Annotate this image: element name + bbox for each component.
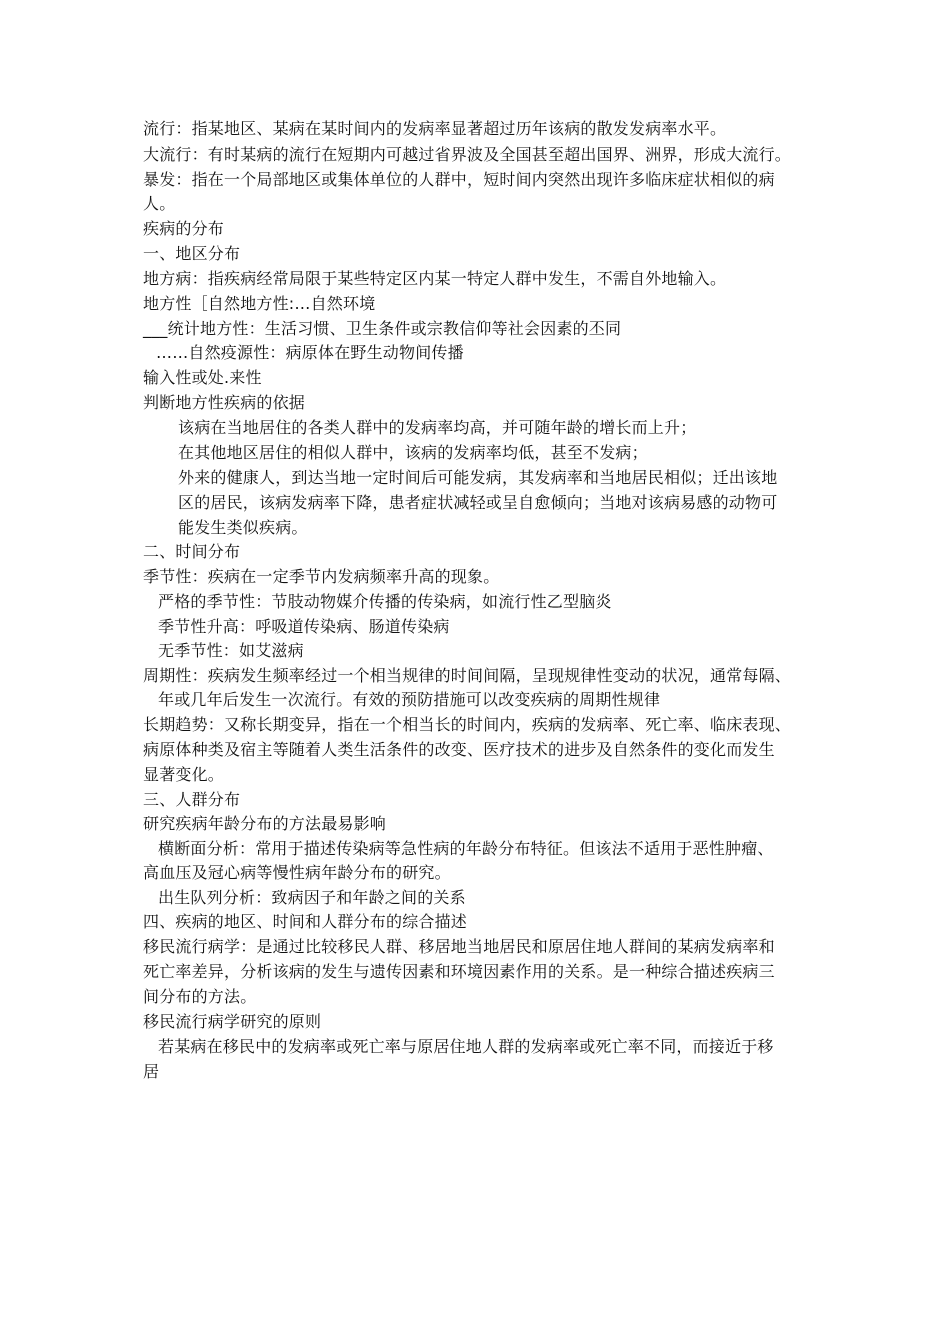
cross-sectional-analysis-cont: 高血压及冠心病等慢性病年龄分布的研究。 (143, 863, 451, 882)
definition-migrant-epidemiology: 移民流行病学：是通过比较移民人群、移居地当地居民和原居住地人群间的某病发病率和 (143, 937, 775, 956)
migrant-principle-1-cont: 居 (143, 1062, 160, 1081)
strict-seasonality: 严格的季节性：节肢动物媒介传播的传染病，如流行性乙型脑炎 (158, 592, 612, 611)
endemic-natural-focus: ……自然疫源性：病原体在野生动物间传播 (156, 343, 464, 362)
heading-regional-distribution: 一、地区分布 (143, 244, 241, 263)
definition-secular-trend-cont: 病原体种类及宿主等随着人类生活条件的改变、医疗技术的进步及自然条件的变化而发生 (143, 740, 775, 759)
seasonal-rise: 季节性升高：呼吸道传染病、肠道传染病 (158, 617, 450, 636)
endemic-natural: 地方性［自然地方性:…自然环境 (143, 294, 376, 313)
definition-outbreak: 暴发：指在一个局部地区或集体单位的人群中，短时间内突然出现许多临床症状相似的病 (143, 170, 775, 189)
migrant-principle-1: 若某病在移民中的发病率或死亡率与原居住地人群的发病率或死亡率不同，而接近于移 (158, 1037, 774, 1056)
definition-seasonality: 季节性：疾病在一定季节内发病频率升高的现象。 (143, 567, 500, 586)
birth-cohort-analysis: 出生队列分析：致病因子和年龄之间的关系 (158, 888, 466, 907)
definition-pandemic: 大流行：有时某病的流行在短期内可越过省界波及全国甚至超出国界、洲界，形成大流行。 (143, 145, 792, 164)
heading-time-distribution: 二、时间分布 (143, 542, 241, 561)
no-seasonality: 无季节性：如艾滋病 (158, 641, 304, 660)
heading-comprehensive-description: 四、疾病的地区、时间和人群分布的综合描述 (143, 912, 468, 931)
criterion-1: 该病在当地居住的各类人群中的发病率均高，并可随年龄的增长而上升； (178, 418, 697, 437)
criterion-3: 外来的健康人，到达当地一定时间后可能发病，其发病率和当地居民相似；迁出该地 (178, 468, 778, 487)
definition-secular-trend: 长期趋势：又称长期变异，指在一个相当长的时间内，疾病的发病率、死亡率、临床表现、 (143, 715, 792, 734)
definition-outbreak-cont: 人。 (143, 194, 176, 213)
criterion-3-cont: 区的居民，该病发病率下降，患者症状减轻或呈自愈倾向；当地对该病易感的动物可 (178, 493, 778, 512)
heading-population-distribution: 三、人群分布 (143, 790, 241, 809)
endemic-statistical: ___统计地方性：生活习惯、卫生条件或宗教信仰等社会因素的丕同 (143, 319, 622, 338)
heading-migrant-principles: 移民流行病学研究的原则 (143, 1012, 322, 1031)
definition-epidemic: 流行：指某地区、某病在某时间内的发病率显著超过历年该病的散发发病率水平。 (143, 119, 727, 138)
definition-migrant-epidemiology-cont: 死亡率差异，分析该病的发生与遗传因素和环境因素作用的关系。是一种综合描述疾病三 (143, 962, 775, 981)
section-title-distribution: 疾病的分布 (143, 219, 225, 238)
definition-endemic-disease: 地方病：指疾病经常局限于某些特定区内某一特定人群中发生，不需自外地输入。 (143, 269, 727, 288)
definition-periodicity-cont: 年或几年后发生一次流行。有效的预防措施可以改变疾病的周期性规律 (158, 690, 661, 709)
definition-secular-trend-end: 显著变化。 (143, 765, 225, 784)
imported-disease: 输入性或处.来性 (143, 368, 262, 387)
definition-migrant-epidemiology-end: 间分布的方法。 (143, 987, 257, 1006)
criterion-2: 在其他地区居住的相似人群中，该病的发病率均低，甚至不发病； (178, 443, 648, 462)
criterion-3-end: 能发生类似疾病。 (178, 518, 308, 537)
age-distribution-methods: 研究疾病年龄分布的方法最易影响 (143, 814, 387, 833)
heading-endemic-criteria: 判断地方性疾病的依据 (143, 393, 306, 412)
cross-sectional-analysis: 横断面分析：常用于描述传染病等急性病的年龄分布特征。但该法不适用于恶性肿瘤、 (158, 839, 774, 858)
definition-periodicity: 周期性：疾病发生频率经过一个相当规律的时间间隔，呈现规律性变动的状况，通常每隔、 (143, 666, 792, 685)
